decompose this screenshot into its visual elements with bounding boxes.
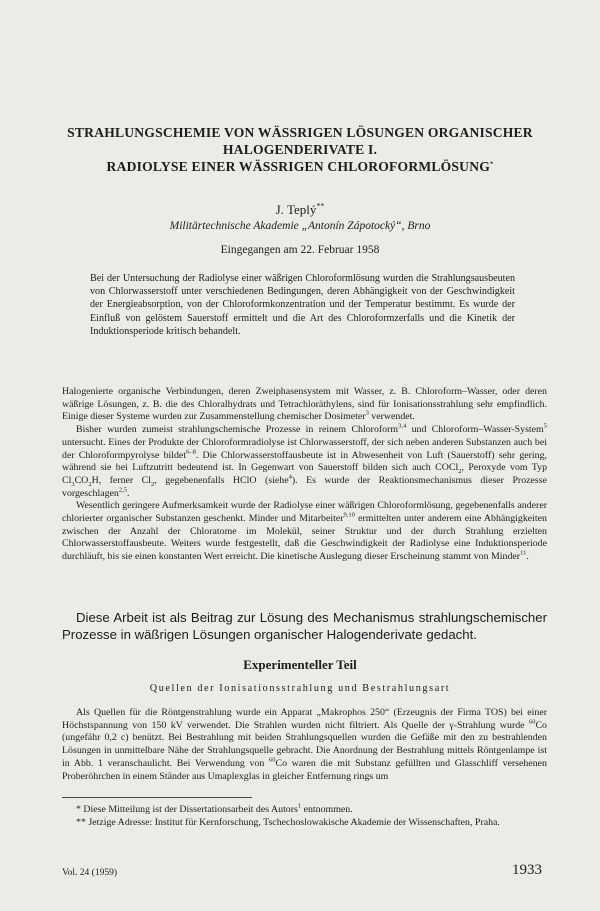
paragraph-1: Halogenierte organische Verbindungen, deren Zweiphasensystem mit Wasser, z. B. Chloroform–Wasser, oder deren wäßrige Lösungen, z. B. die des Chloralhydrats und Tetrachloräthylens, sind für Ionisationsstrahlung sehr empfindlich. Einige dieser Systeme wurden zur Zusammenstellung chemischer Dosimeter$^3$ verwendet. xyxy=(62,386,547,423)
ref: 11 xyxy=(520,549,527,557)
experimental-paragraph: Als Quellen für die Röntgenstrahlung wurde ein Apparat „Makrophos 250“ (Erzeugnis der Firma TOS) bei einer Höchstspannung von 150 kV verwendet. Die Strahlen wurden nicht filtriert. Als Quelle der γ-Strahlung wurde $^{60}$Co (ungefähr 0,2 c) benützt. Bei Bestrahlung mit beiden Strahlungsquellen wurden die Gefäße mit den zu bestrahlenden Lösungen in unmittelbare Nähe der Strahlungsquelle gebracht. Die Anordnung der Bestrahlung mittels Röntgenlampe ist in Abb. 1 veranschaulicht. Bei Verwendung von $^{60}$Co waren die mit Substanz gefüllten und Glasschliff versehenen Proberöhrchen in einem Ständer aus Umaplexglas in gleicher Entfernung rings um xyxy=(62,707,547,782)
article-title xyxy=(40,124,560,175)
ref: 9,10 xyxy=(343,511,355,519)
ref: 4 xyxy=(288,473,292,481)
footnote-2: ** Jetzige Adresse: Institut für Kernforschung, Tschechoslowakische Akademie der Wissenschaften, Praha. xyxy=(76,816,500,828)
footnote-1: * Diese Mitteilung ist der Dissertationsarbeit des Autors$^1$ entnommen. xyxy=(76,802,353,815)
received-date: Eingegangen am 22. Februar 1958 xyxy=(220,244,380,256)
paragraph-2: Bisher wurden zumeist strahlungschemische Prozesse in reinem Chloroform$^{3,4}$ und Chloroform–Wasser-System$^5$ untersucht. Eines der Produkte der Chloroformradiolyse ist Chlorwasserstoff, der sich neben anderen Substanzen auch bei der Chloroformpyrolyse bildet$^{6-8}$. Die Chlorwasserstoffausbeute ist in Abwesenheit von Luft (Sauerstoff) sehr gering, während sie bei Luftzutritt bedeutend ist. In Gegenwart von Sauerstoff bilden sich auch COCl$_2$, Peroxyde vom Typ $Cl_3CO_2H$, ferner $Cl_2$, gegebenenfalls HClO (siehe$^4$). Es wurde der Reaktionsmechanismus dieser Prozesse vorgeschlagen$^{2,5}$. xyxy=(62,422,548,499)
title-footnote-mark: * xyxy=(489,160,494,168)
ref: 3 xyxy=(365,410,369,418)
title-line-2: HALOGENDERIVATE I. xyxy=(222,142,378,157)
paragraph-3: Wesentlich geringere Aufmerksamkeit wurde der Radiolyse einer wäßrigen Chloroformlösung, gegebenenfalls anderer chlorierter organischer Substanzen geschenkt. Minder und Mitarbeiter$^{9,10}$ ermittelten unter anderem eine Abhängigkeiten zwischen der Anzahl der Chloratome im Molekül, seiner Struktur und der durch Strahlung erzielten Chlorwasserstoffausbeute. Weiters wurde festgestellt, daß die Geschwindigkeit der Radiolyse eine Induktionsperiode durchläuft, bis sie einen konstanten Wert erreicht. Die kinetische Auslegung dieser Erscheinung stammt von Minder$^{11}$. xyxy=(62,500,547,563)
volume-label: Vol. 24 (1959) xyxy=(62,868,117,878)
ref: 3,4 xyxy=(398,422,407,430)
title-line-3: RADIOLYSE EINER WÄSSRIGEN CHLOROFORMLÖSUNG* xyxy=(106,159,494,174)
ref: 1 xyxy=(297,802,302,810)
author-footnote-mark: ** xyxy=(316,201,325,211)
page-number: 1933 xyxy=(512,862,542,878)
author-name: J. Teplý xyxy=(275,202,317,217)
abstract: Bei der Untersuchung der Radiolyse einer wäßrigen Chloroformlösung wurden die Strahlungsausbeuten von Chlorwasserstoff unter verschiedenen Bedingungen, deren Abhängigkeit von der Geschwindigkeit der Energieabsorption, von der Chloroformkonzentration und der Temperatur bestimmt. Es wurde der Einfluß von gelöstem Sauerstoff ermittelt und die Art des Chloroformzerfalls und die Kinetik der Induktionsperiode kritisch behandelt. xyxy=(90,273,515,337)
author xyxy=(0,202,600,218)
title-line-1: STRAHLUNGSCHEMIE VON WÄSSRIGEN LÖSUNGEN ORGANISCHER xyxy=(67,125,533,140)
affiliation: Militärtechnische Akademie „Antonín Zápotocký“, Brno xyxy=(169,220,431,232)
introduction xyxy=(62,386,547,564)
subsection-heading: Quellen der Ionisationsstrahlung und Bestrahlungsart xyxy=(149,683,451,694)
footnote-divider xyxy=(62,797,252,798)
aim-statement: Diese Arbeit ist als Beitrag zur Lösung des Mechanismus strahlungschemischer Prozesse in wäßrigen Lösungen organischer Halogenderivate gedacht. xyxy=(62,610,547,642)
footnotes xyxy=(62,804,547,829)
ref: 5 xyxy=(543,422,547,430)
section-heading: Experimenteller Teil xyxy=(243,657,357,672)
ref: 2,5 xyxy=(118,486,127,494)
ref: 6–8 xyxy=(186,448,196,456)
